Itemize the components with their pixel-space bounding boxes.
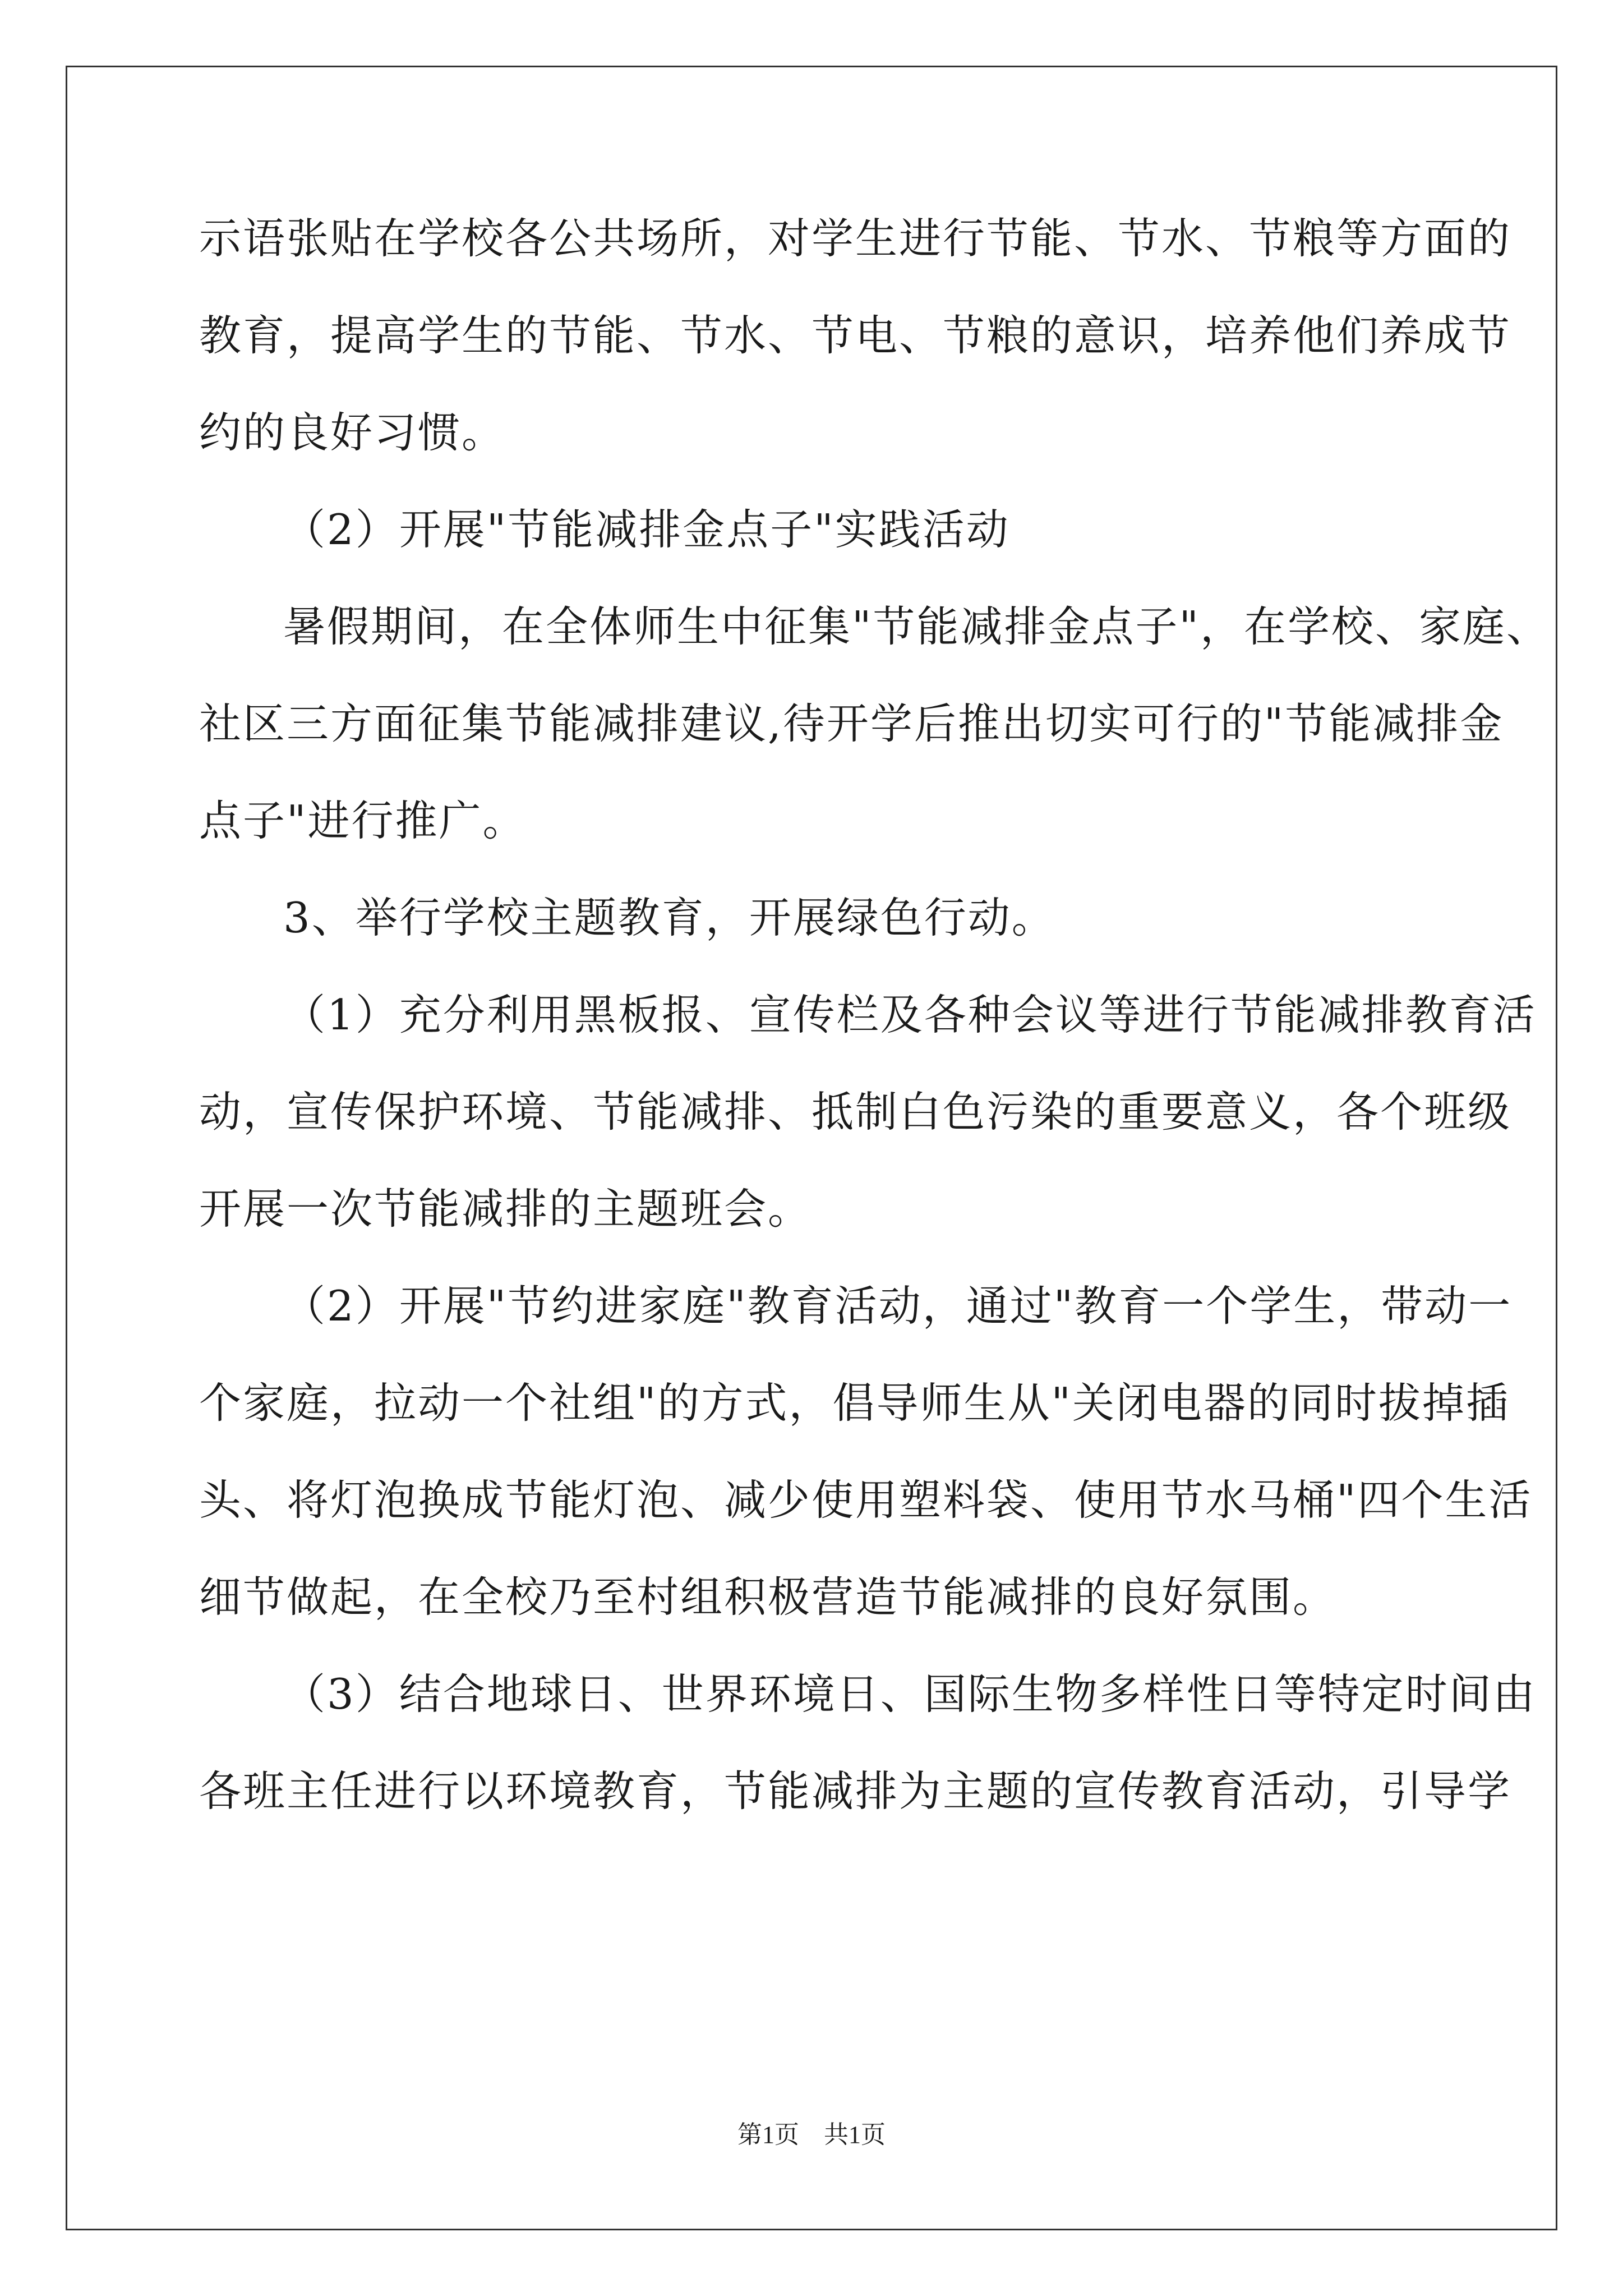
body-line: 约的良好习惯。 bbox=[199, 408, 506, 457]
body-line: 点子"进行推广。 bbox=[199, 796, 527, 845]
body-line: （1）充分利用黑板报、宣传栏及各种会议等进行节能减排教育活 bbox=[283, 990, 1537, 1039]
page-number-footer: 第1页 共1页 bbox=[737, 2121, 886, 2148]
body-line: 示语张贴在学校各公共场所，对学生进行节能、节水、节粮等方面的 bbox=[199, 214, 1512, 263]
body-line: 暑假期间，在全体师生中征集"节能减排金点子"，在学校、家庭、 bbox=[283, 602, 1550, 651]
page-border bbox=[66, 66, 1557, 2230]
body-line: （2）开展"节约进家庭"教育活动，通过"教育一个学生，带动一 bbox=[283, 1281, 1513, 1331]
body-line: 开展一次节能减排的主题班会。 bbox=[199, 1184, 812, 1234]
body-line: 社区三方面征集节能减排建议,待开学后推出切实可行的"节能减排金 bbox=[199, 699, 1504, 748]
subheading-line: （2）开展"节能减排金点子"实践活动 bbox=[283, 505, 1010, 554]
body-line: 细节做起，在全校乃至村组积极营造节能减排的良好氛围。 bbox=[199, 1572, 1337, 1622]
body-line: 头、将灯泡换成节能灯泡、减少使用塑料袋、使用节水马桶"四个生活 bbox=[199, 1475, 1533, 1525]
body-line: 个家庭，拉动一个社组"的方式，倡导师生从"关闭电器的同时拔掉插 bbox=[199, 1378, 1510, 1428]
body-line: 动，宣传保护环境、节能减排、抵制白色污染的重要意义，各个班级 bbox=[199, 1087, 1512, 1137]
body-line: 教育，提高学生的节能、节水、节电、节粮的意识，培养他们养成节 bbox=[199, 311, 1512, 360]
body-line: （3）结合地球日、世界环境日、国际生物多样性日等特定时间由 bbox=[283, 1669, 1537, 1719]
section-heading-line: 3、举行学校主题教育，开展绿色行动。 bbox=[283, 893, 1055, 942]
body-line: 各班主任进行以环境教育，节能减排为主题的宣传教育活动，引导学 bbox=[199, 1766, 1512, 1816]
